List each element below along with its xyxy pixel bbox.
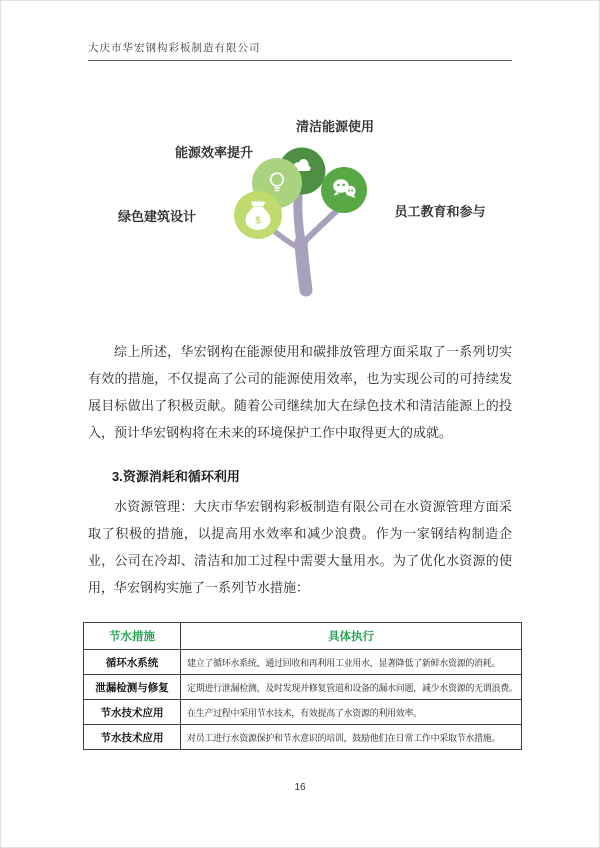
measure-cell: 泄漏检测与修复 <box>84 675 181 700</box>
paragraph-water-management: 水资源管理：大庆市华宏钢构彩板制造有限公司在水资源管理方面采取了积极的措施，以提高用水效率和减少浪费。作为一家钢结构制造企业，公司在冷却、清洁和加工过程中需要大量用水。为了优化水资源的使用，华宏钢构实施了一系列节水措施： <box>88 499 512 595</box>
paragraph-energy-summary: 综上所述，华宏钢构在能源使用和碳排放管理方面采取了一系列切实有效的措施，不仅提高了公司的能源使用效率，也为实现公司的可持续发展目标做出了积极贡献。随着公司继续加大在绿色技术和清洁能源上的投入，预计华宏钢构将在未来的环境保护工作中取得更大的成就。 <box>88 344 512 440</box>
section-heading-resources: 3.资源消耗和循环利用 <box>112 469 240 484</box>
page-number: 16 <box>294 782 306 793</box>
table-row <box>84 725 522 750</box>
detail-cell: 对员工进行水资源保护和节水意识的培训，鼓励他们在日常工作中采取节水措施。 <box>181 725 522 750</box>
page-footer <box>0 782 600 793</box>
detail-cell: 建立了循环水系统，通过回收和再利用工业用水，显著降低了新鲜水资源的消耗。 <box>181 650 522 675</box>
employee-participation-node <box>321 167 367 213</box>
measure-cell: 节水技术应用 <box>84 725 181 750</box>
detail-cell: 在生产过程中采用节水技术，有效提高了水资源的利用效率。 <box>181 700 522 725</box>
diagram-label-green-building: 绿色建筑设计 <box>117 209 197 224</box>
sustainability-tree-diagram <box>0 100 600 305</box>
table-header-measure: 节水措施 <box>84 623 181 650</box>
svg-text:$: $ <box>255 215 261 227</box>
body-text <box>88 338 512 628</box>
diagram-label-clean-energy: 清洁能源使用 <box>295 119 375 134</box>
table-row <box>84 700 522 725</box>
table-header-row <box>84 623 522 650</box>
measure-cell: 循环水系统 <box>84 650 181 675</box>
diagram-label-energy-efficiency: 能源效率提升 <box>174 145 254 160</box>
water-saving-table <box>83 622 522 750</box>
table-header-execution: 具体执行 <box>181 623 522 650</box>
header-company-name: 大庆市华宏钢构彩板制造有限公司 <box>88 42 261 54</box>
table-row <box>84 675 522 700</box>
measure-cell: 节水技术应用 <box>84 700 181 725</box>
table-row <box>84 650 522 675</box>
detail-cell: 定期进行泄漏检测，及时发现并修复管道和设备的漏水问题，减少水资源的无谓浪费。 <box>181 675 522 700</box>
green-building-node <box>234 191 282 239</box>
diagram-label-employee-participation: 员工教育和参与 <box>394 204 486 219</box>
page-header <box>88 40 512 61</box>
